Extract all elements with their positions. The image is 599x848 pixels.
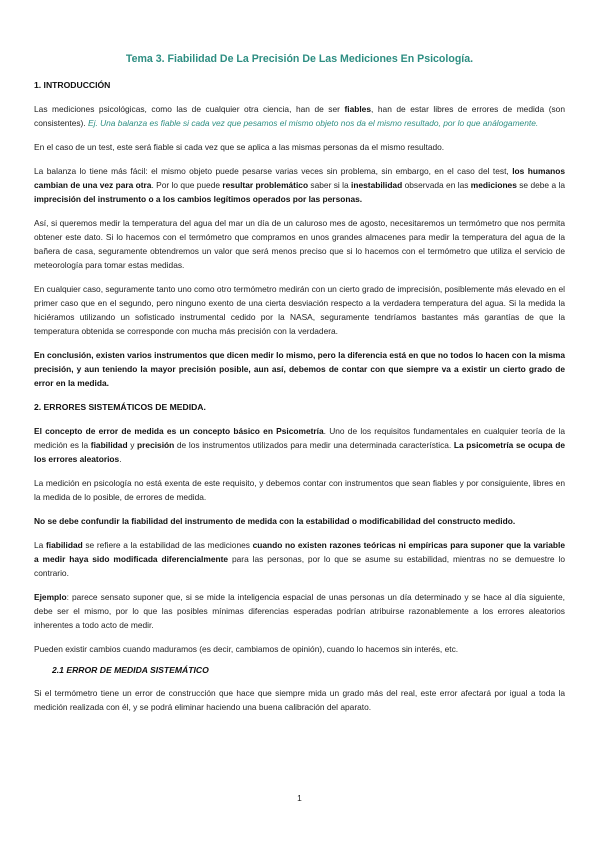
paragraph-conclusion: En conclusión, existen varios instrumentos que dicen medir lo mismo, pero la diferencia está en que no todos lo hacen con la misma precisión, y aun teniendo la mayor precisión posible, aun así, debemos de contar con que siempre va a existir un cierto grado de error en la medida.: [34, 350, 565, 388]
paragraph-ejemplo: Ejemplo: parece sensato suponer que, si se mide la inteligencia espacial de unas personas un día determinado y se hace al día siguiente, debe ser el mismo, por lo que las posibles mínimas diferencias esperadas podrían atribuirse razonablemente a los errores aleatorios inherentes a todo acto de medir.: [34, 592, 565, 630]
paragraph-concepto-error: El concepto de error de medida es un concepto básico en Psicometría. Uno de los requisitos fundamentales en cualquier teoría de la medición es la fiabilidad y precisión de los instrumentos utilizados para medir una determinada característica. La psicometría se ocupa de los errores aleatorios.: [34, 426, 565, 464]
paragraph-balanza: La balanza lo tiene más fácil: el mismo objeto puede pesarse varias veces sin problema, sin embargo, en el caso del test, los humanos cambian de una vez para otra. Por lo que puede resultar problemático saber si la inestabilidad observada en las mediciones se debe a la imprecisión del instrumento o a los cambios legítimos operados por las personas.: [34, 166, 565, 204]
paragraph-imprecision: En cualquier caso, seguramente tanto uno como otro termómetro medirán con un cierto grado de imprecisión, posiblemente más elevado en el primer caso que en el segundo, pero ninguno exento de una cierta desviación respecto a la verdadera temperatura del agua. Si la medida la hiciéramos utilizando un sofisticado instrumental cedido por la NASA, seguramente tendríamos bastantes más garantías de que la temperatura obtenida se corresponde con mucha más precisión con la verdadera.: [34, 284, 565, 336]
document-title: Tema 3. Fiabilidad De La Precisión De Las Mediciones En Psicología.: [125, 53, 474, 65]
paragraph-calibracion: Si el termómetro tiene un error de construcción que hace que siempre mida un grado más del real, este error afectará por igual a toda la medición realizada con él, y se podrá eliminar haciendo una buena calibración del aparato.: [34, 688, 565, 712]
paragraph-termometro: Así, si queremos medir la temperatura del agua del mar un día de un caluroso mes de agosto, necesitaremos un termómetro que nos permita obtener este dato. Si lo hacemos con el termómetro que compramos en unos grandes almacenes para medir la temperatura del agua de la bañera de casa, seguramente obtendremos un valor que será menos preciso que si lo hacemos con el termómetro que utiliza el servicio de meteorología para tomar estas medidas.: [34, 218, 565, 270]
paragraph-fiables: Las mediciones psicológicas, como las de cualquier otra ciencia, han de ser fiables, han de estar libres de errores de medida (son consistentes). Ej. Una balanza es fiable si cada vez que pesamos el mismo objeto nos da el mismo resultado, por lo que análogamente.: [34, 104, 565, 128]
paragraph-fiabilidad: La fiabilidad se refiere a la estabilidad de las mediciones cuando no existen razones teóricas ni empíricas para suponer que la variable a medir haya sido modificada diferencialmente para las personas, por lo que se asume su estabilidad, mientras no se demuestre lo contrario.: [34, 540, 565, 578]
page-number: 1: [297, 793, 302, 803]
section-heading-errores: 2. ERRORES SISTEMÁTICOS DE MEDIDA.: [34, 402, 206, 412]
paragraph-medicion-psicologia: La medición en psicología no está exenta de este requisito, y debemos contar con instrumentos que sean fiables y por consiguiente, libres en la medida de lo posible, de errores de medida.: [34, 478, 565, 502]
example-text: Ej. Una balanza es fiable si cada vez que pesamos el mismo objeto nos da el mismo resultado, por lo que análogamente.: [88, 118, 539, 128]
paragraph-cambios: Pueden existir cambios cuando maduramos (es decir, cambiamos de opinión), cuando lo hacemos sin interés, etc.: [34, 644, 459, 654]
paragraph-test: En el caso de un test, este será fiable si cada vez que se aplica a las mismas personas da el mismo resultado.: [34, 142, 445, 152]
section-heading-introduccion: 1. INTRODUCCIÓN: [34, 80, 111, 90]
subsection-heading-error-sistematico: 2.1 ERROR DE MEDIDA SISTEMÁTICO: [52, 665, 209, 675]
paragraph-no-confundir: No se debe confundir la fiabilidad del instrumento de medida con la estabilidad o modificabilidad del constructo medido.: [34, 516, 516, 526]
